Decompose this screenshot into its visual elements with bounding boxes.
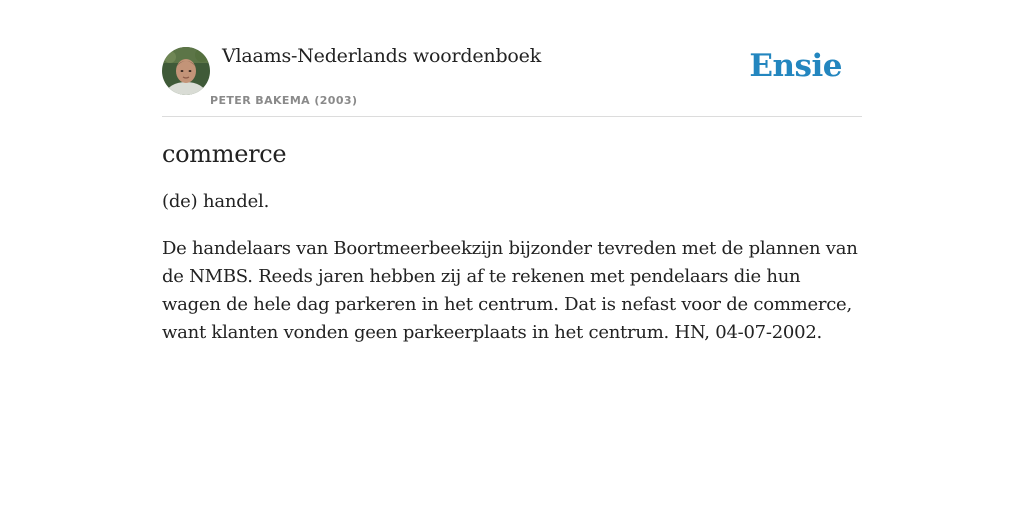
entry-definition: (de) handel. <box>162 191 270 212</box>
author-name[interactable]: PETER BAKEMA (2003) <box>210 94 358 107</box>
book-title[interactable]: Vlaams-Nederlands woordenboek <box>222 45 542 67</box>
entry-content <box>162 136 862 347</box>
page-header <box>162 0 862 117</box>
entry-example: De handelaars van Boortmeerbeekzijn bijzonder tevreden met de plannen van de NMBS. Reeds jaren hebben zij af te rekenen met pendelaars die hun wagen de hele dag parkeren in het centrum. Dat is nefast voor de commerce, want klanten vonden geen parkeerplaats in het centrum. HN, 04-07-2002. <box>162 238 858 343</box>
ensie-logo[interactable]: Ensie <box>749 48 842 84</box>
author-avatar[interactable] <box>162 47 210 95</box>
entry-term: commerce <box>162 140 287 168</box>
